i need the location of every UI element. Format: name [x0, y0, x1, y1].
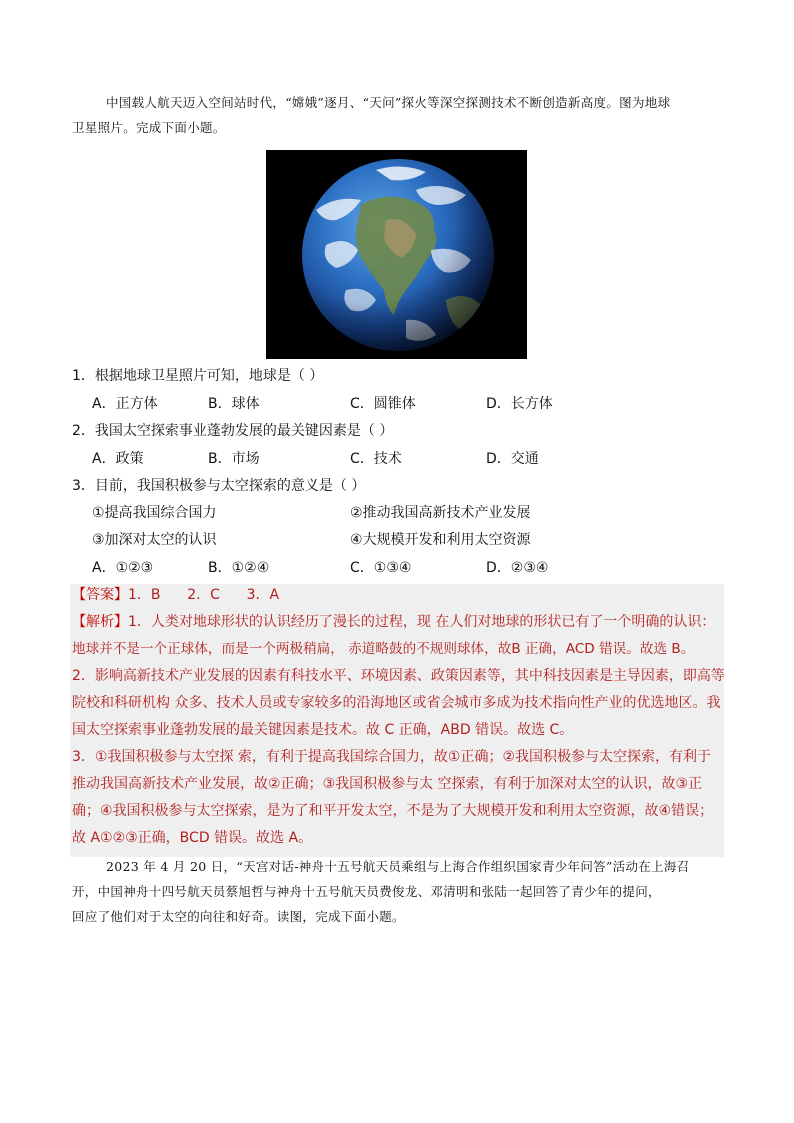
earth-satellite-photo: [266, 150, 527, 359]
analysis-text: 1．人类对地球形状的认识经历了漫长的过程，现 在人们对地球的形状已有了一个明确的认识：: [128, 614, 716, 630]
intro-line: 回应了他们对于太空的向往和好奇。读图，完成下面小题。: [72, 909, 405, 924]
q1-option-c: C．圆锥体: [350, 396, 416, 412]
answer-tag: 【答案】: [72, 587, 128, 603]
analysis-tag: 【解析】: [72, 614, 128, 630]
intro-line: 中国载人航天迈入空间站时代，“嫦娥”逐月、“天问”探火等深空探测技术不断创造新高度。图为地球: [106, 95, 671, 110]
analysis-line-1: [72, 609, 722, 636]
intro-line: 开，中国神舟十四号航天员蔡旭哲与神舟十五号航天员费俊龙、邓清明和张陆一起回答了青少年的提问，: [72, 884, 661, 899]
q3-option-b: B．①②④: [208, 560, 270, 576]
q3-statement-3: ③加深对太空的认识: [92, 532, 217, 548]
intro-line: 卫星照片。完成下面小题。: [72, 120, 226, 135]
analysis-line-6: 3．①我国积极参与太空探 索，有利于提高我国综合国力，故①正确；②我国积极参与太空探索，有利于: [72, 749, 712, 765]
analysis-line-2: 地球并不是一个正球体，而是一个两极稍扁， 赤道略鼓的不规则球体，故B 正确，ACD 错误。故选 B。: [72, 641, 695, 657]
earth-globe-image: [266, 150, 527, 359]
question-3-stem: 3．目前，我国积极参与太空探索的意义是（ ）: [72, 478, 366, 494]
q2-option-c: C．技术: [350, 451, 402, 467]
analysis-line-4: 院校和科研机构 众多、技术人员或专家较多的沿海地区或省会城市多成为技术指向性产业的优选地区。我: [72, 695, 721, 711]
analysis-line-8: 确；④我国积极参与太空探索，是为了和平开发太空，不是为了大规模开发和利用太空资源，故④错误；: [72, 803, 714, 819]
analysis-line-3: 2．影响高新技术产业发展的因素有科技水平、环境因素、政策因素等，其中科技因素是主导因素，即高等: [72, 668, 725, 684]
analysis-line-7: 推动我国高新技术产业发展，故②正确；③我国积极参与太 空探索，有利于加深对太空的认识，故③正: [72, 776, 703, 792]
q3-statement-4: ④大规模开发和利用太空资源: [350, 532, 531, 548]
q1-option-a: A．正方体: [92, 396, 158, 412]
answer-text: 1．B 2．C 3．A: [128, 587, 280, 603]
answer-line: [72, 582, 722, 609]
q3-statement-1: ①提高我国综合国力: [92, 505, 217, 521]
q2-option-a: A．政策: [92, 451, 144, 467]
analysis-line-5: 国太空探索事业蓬勃发展的最关键因素是技术。故 C 正确，ABD 错误。故选 C。: [72, 722, 574, 738]
q1-option-d: D．长方体: [486, 396, 553, 412]
q1-option-b: B．球体: [208, 396, 260, 412]
q3-option-d: D．②③④: [486, 560, 549, 576]
question-1-stem: 1．根据地球卫星照片可知，地球是（ ）: [72, 368, 324, 384]
intro-line: 2023 年 4 月 20 日，“天宫对话-神舟十五号航天员乘组与上海合作组织国家青少年问答”活动在上海召: [106, 859, 690, 874]
q3-option-a: A．①②③: [92, 560, 154, 576]
q3-option-c: C．①③④: [350, 560, 412, 576]
intro-paragraph-2: [72, 854, 722, 929]
question-2-stem: 2．我国太空探索事业蓬勃发展的最关键因素是（ ）: [72, 423, 394, 439]
intro-paragraph-1: [72, 90, 722, 140]
q2-option-d: D．交通: [486, 451, 539, 467]
q2-option-b: B．市场: [208, 451, 260, 467]
analysis-line-9: 故 A①②③正确，BCD 错误。故选 A。: [72, 830, 313, 846]
q3-statement-2: ②推动我国高新技术产业发展: [350, 505, 531, 521]
